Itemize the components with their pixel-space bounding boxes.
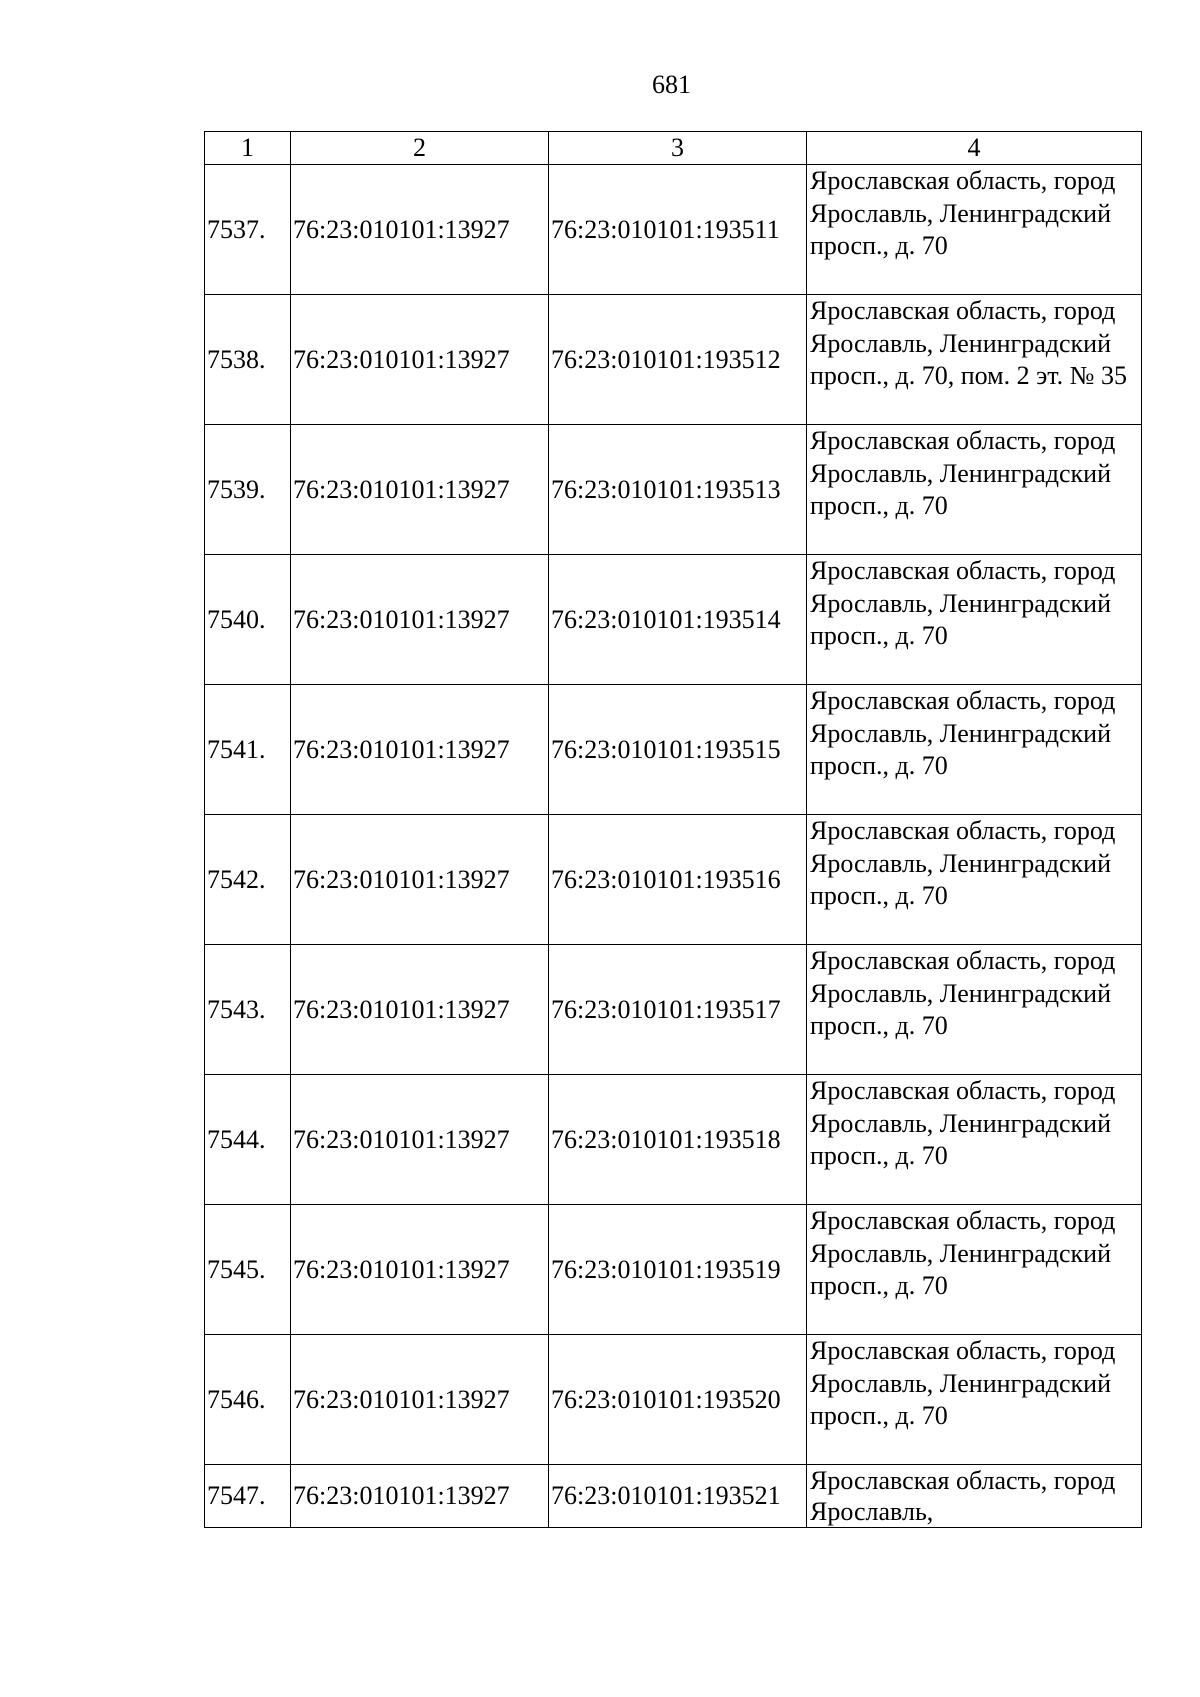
address-cell: Ярославская область, город Ярославль, Ленинградский просп., д. 70 xyxy=(807,555,1142,685)
object-number-cell: 76:23:010101:193518 xyxy=(549,1075,807,1205)
table-row xyxy=(205,945,1142,1075)
row-number-cell: 7545. xyxy=(205,1205,291,1335)
column-header-3: 3 xyxy=(549,132,807,165)
page-number: 681 xyxy=(652,70,691,99)
table-row xyxy=(205,1075,1142,1205)
object-number-cell: 76:23:010101:193513 xyxy=(549,425,807,555)
object-number-cell: 76:23:010101:193512 xyxy=(549,295,807,425)
table-header-row xyxy=(205,132,1142,165)
address-cell: Ярославская область, город Ярославль, Ленинградский просп., д. 70 xyxy=(807,425,1142,555)
row-number-cell: 7546. xyxy=(205,1335,291,1465)
parcel-number-cell: 76:23:010101:13927 xyxy=(291,1075,549,1205)
column-header-2: 2 xyxy=(291,132,549,165)
table-row xyxy=(205,165,1142,295)
parcel-number-cell: 76:23:010101:13927 xyxy=(291,1465,549,1528)
row-number-cell: 7541. xyxy=(205,685,291,815)
row-number-cell: 7543. xyxy=(205,945,291,1075)
address-cell: Ярославская область, город Ярославль, Ленинградский просп., д. 70 xyxy=(807,165,1142,295)
address-cell: Ярославская область, город Ярославль, Ленинградский просп., д. 70 xyxy=(807,1335,1142,1465)
parcel-number-cell: 76:23:010101:13927 xyxy=(291,815,549,945)
parcel-number-cell: 76:23:010101:13927 xyxy=(291,555,549,685)
row-number-cell: 7540. xyxy=(205,555,291,685)
object-number-cell: 76:23:010101:193519 xyxy=(549,1205,807,1335)
object-number-cell: 76:23:010101:193521 xyxy=(549,1465,807,1528)
row-number-cell: 7538. xyxy=(205,295,291,425)
parcel-number-cell: 76:23:010101:13927 xyxy=(291,1335,549,1465)
table-row xyxy=(205,555,1142,685)
address-cell: Ярославская область, город Ярославль, Ленинградский просп., д. 70 xyxy=(807,1205,1142,1335)
row-number-cell: 7539. xyxy=(205,425,291,555)
table-row xyxy=(205,1205,1142,1335)
registry-table xyxy=(204,131,1142,1528)
parcel-number-cell: 76:23:010101:13927 xyxy=(291,295,549,425)
address-cell: Ярославская область, город Ярославль, Ленинградский просп., д. 70 xyxy=(807,815,1142,945)
row-number-cell: 7542. xyxy=(205,815,291,945)
parcel-number-cell: 76:23:010101:13927 xyxy=(291,425,549,555)
object-number-cell: 76:23:010101:193511 xyxy=(549,165,807,295)
table-row xyxy=(205,1465,1142,1528)
parcel-number-cell: 76:23:010101:13927 xyxy=(291,945,549,1075)
table-row xyxy=(205,685,1142,815)
object-number-cell: 76:23:010101:193514 xyxy=(549,555,807,685)
parcel-number-cell: 76:23:010101:13927 xyxy=(291,1205,549,1335)
object-number-cell: 76:23:010101:193516 xyxy=(549,815,807,945)
table-row xyxy=(205,815,1142,945)
address-cell: Ярославская область, город Ярославль, xyxy=(807,1465,1142,1528)
row-number-cell: 7537. xyxy=(205,165,291,295)
parcel-number-cell: 76:23:010101:13927 xyxy=(291,165,549,295)
address-cell: Ярославская область, город Ярославль, Ленинградский просп., д. 70 xyxy=(807,945,1142,1075)
table-row xyxy=(205,425,1142,555)
object-number-cell: 76:23:010101:193515 xyxy=(549,685,807,815)
address-cell: Ярославская область, город Ярославль, Ленинградский просп., д. 70 xyxy=(807,685,1142,815)
row-number-cell: 7547. xyxy=(205,1465,291,1528)
column-header-4: 4 xyxy=(807,132,1142,165)
column-header-1: 1 xyxy=(205,132,291,165)
address-cell: Ярославская область, город Ярославль, Ленинградский просп., д. 70 xyxy=(807,1075,1142,1205)
table-row xyxy=(205,1335,1142,1465)
table-row xyxy=(205,295,1142,425)
parcel-number-cell: 76:23:010101:13927 xyxy=(291,685,549,815)
object-number-cell: 76:23:010101:193517 xyxy=(549,945,807,1075)
object-number-cell: 76:23:010101:193520 xyxy=(549,1335,807,1465)
address-cell: Ярославская область, город Ярославль, Ленинградский просп., д. 70, пом. 2 эт. № 35 xyxy=(807,295,1142,425)
row-number-cell: 7544. xyxy=(205,1075,291,1205)
